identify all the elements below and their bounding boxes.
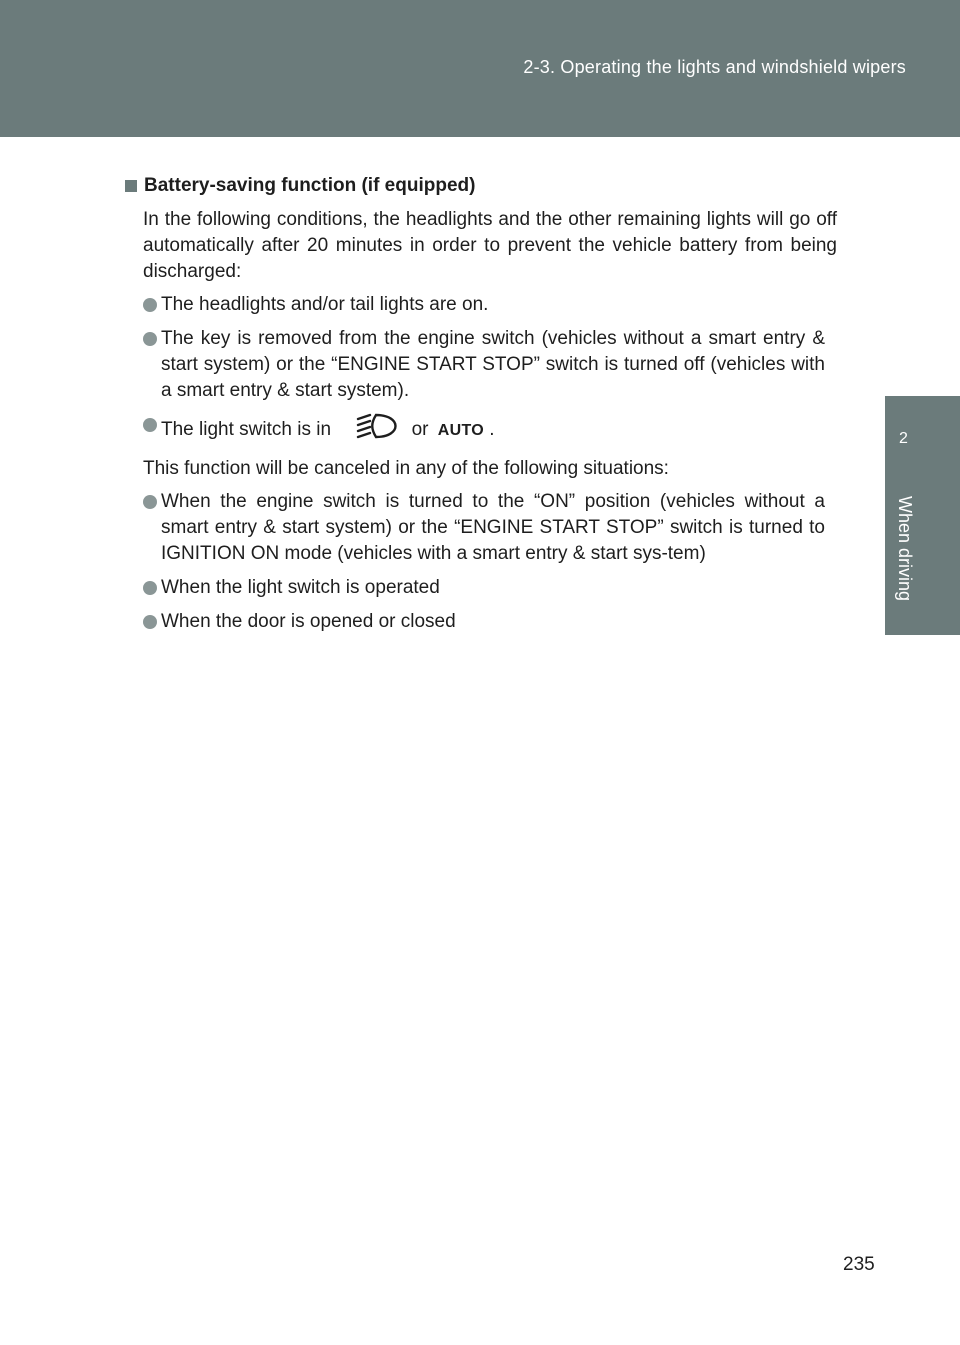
bullet-dot-icon xyxy=(143,495,157,509)
bullet-dot-icon xyxy=(143,332,157,346)
list-item-text: The headlights and/or tail lights are on. xyxy=(161,294,489,315)
section-heading xyxy=(125,173,837,199)
chapter-number: 2 xyxy=(899,430,908,447)
list-item xyxy=(161,575,825,601)
heading-text: Battery-saving function (if equipped) xyxy=(144,175,476,196)
list-item-text: When the engine switch is turned to the “ON” position (vehicles without a smart entry & start system) or the “ENGINE START STOP” switch is turned to IGNITION ON mode (vehicles with a smart entry & start sys-tem) xyxy=(161,491,825,564)
bullet-dot-icon xyxy=(143,418,157,432)
list-item xyxy=(161,326,825,404)
chapter-label: When driving xyxy=(895,496,915,602)
chapter-side-tab xyxy=(885,396,960,635)
square-bullet-icon xyxy=(125,180,137,192)
light-switch-prefix: The light switch is in xyxy=(161,419,332,441)
list-item xyxy=(161,489,825,567)
light-switch-suffix: . xyxy=(489,419,495,441)
list-item-text: When the door is opened or closed xyxy=(161,611,456,632)
intro-paragraph: In the following conditions, the headlights and the other remaining lights will go off automatically after 20 minutes in order to prevent the vehicle battery from being discharged: xyxy=(143,209,837,282)
list-item-light-switch xyxy=(161,412,825,448)
list-item xyxy=(161,609,825,635)
page-number: 235 xyxy=(843,1254,875,1275)
page-content xyxy=(125,173,837,643)
list-item-text: The key is removed from the engine switch (vehicles without a smart entry & start system) or the “ENGINE START STOP” switch is turned off (vehicles with a smart entry & start system). xyxy=(161,328,825,401)
cancel-intro-paragraph: This function will be canceled in any of the following situations: xyxy=(143,458,669,479)
headlight-icon xyxy=(340,412,402,448)
list-item-text: When the light switch is operated xyxy=(161,577,440,598)
auto-mark: AUTO xyxy=(437,422,485,440)
bullet-dot-icon xyxy=(143,581,157,595)
or-text: or xyxy=(411,419,429,441)
section-title: 2-3. Operating the lights and windshield wipers xyxy=(523,57,906,77)
list-item xyxy=(161,292,825,318)
bullet-dot-icon xyxy=(143,298,157,312)
header-band xyxy=(0,0,960,137)
bullet-dot-icon xyxy=(143,615,157,629)
